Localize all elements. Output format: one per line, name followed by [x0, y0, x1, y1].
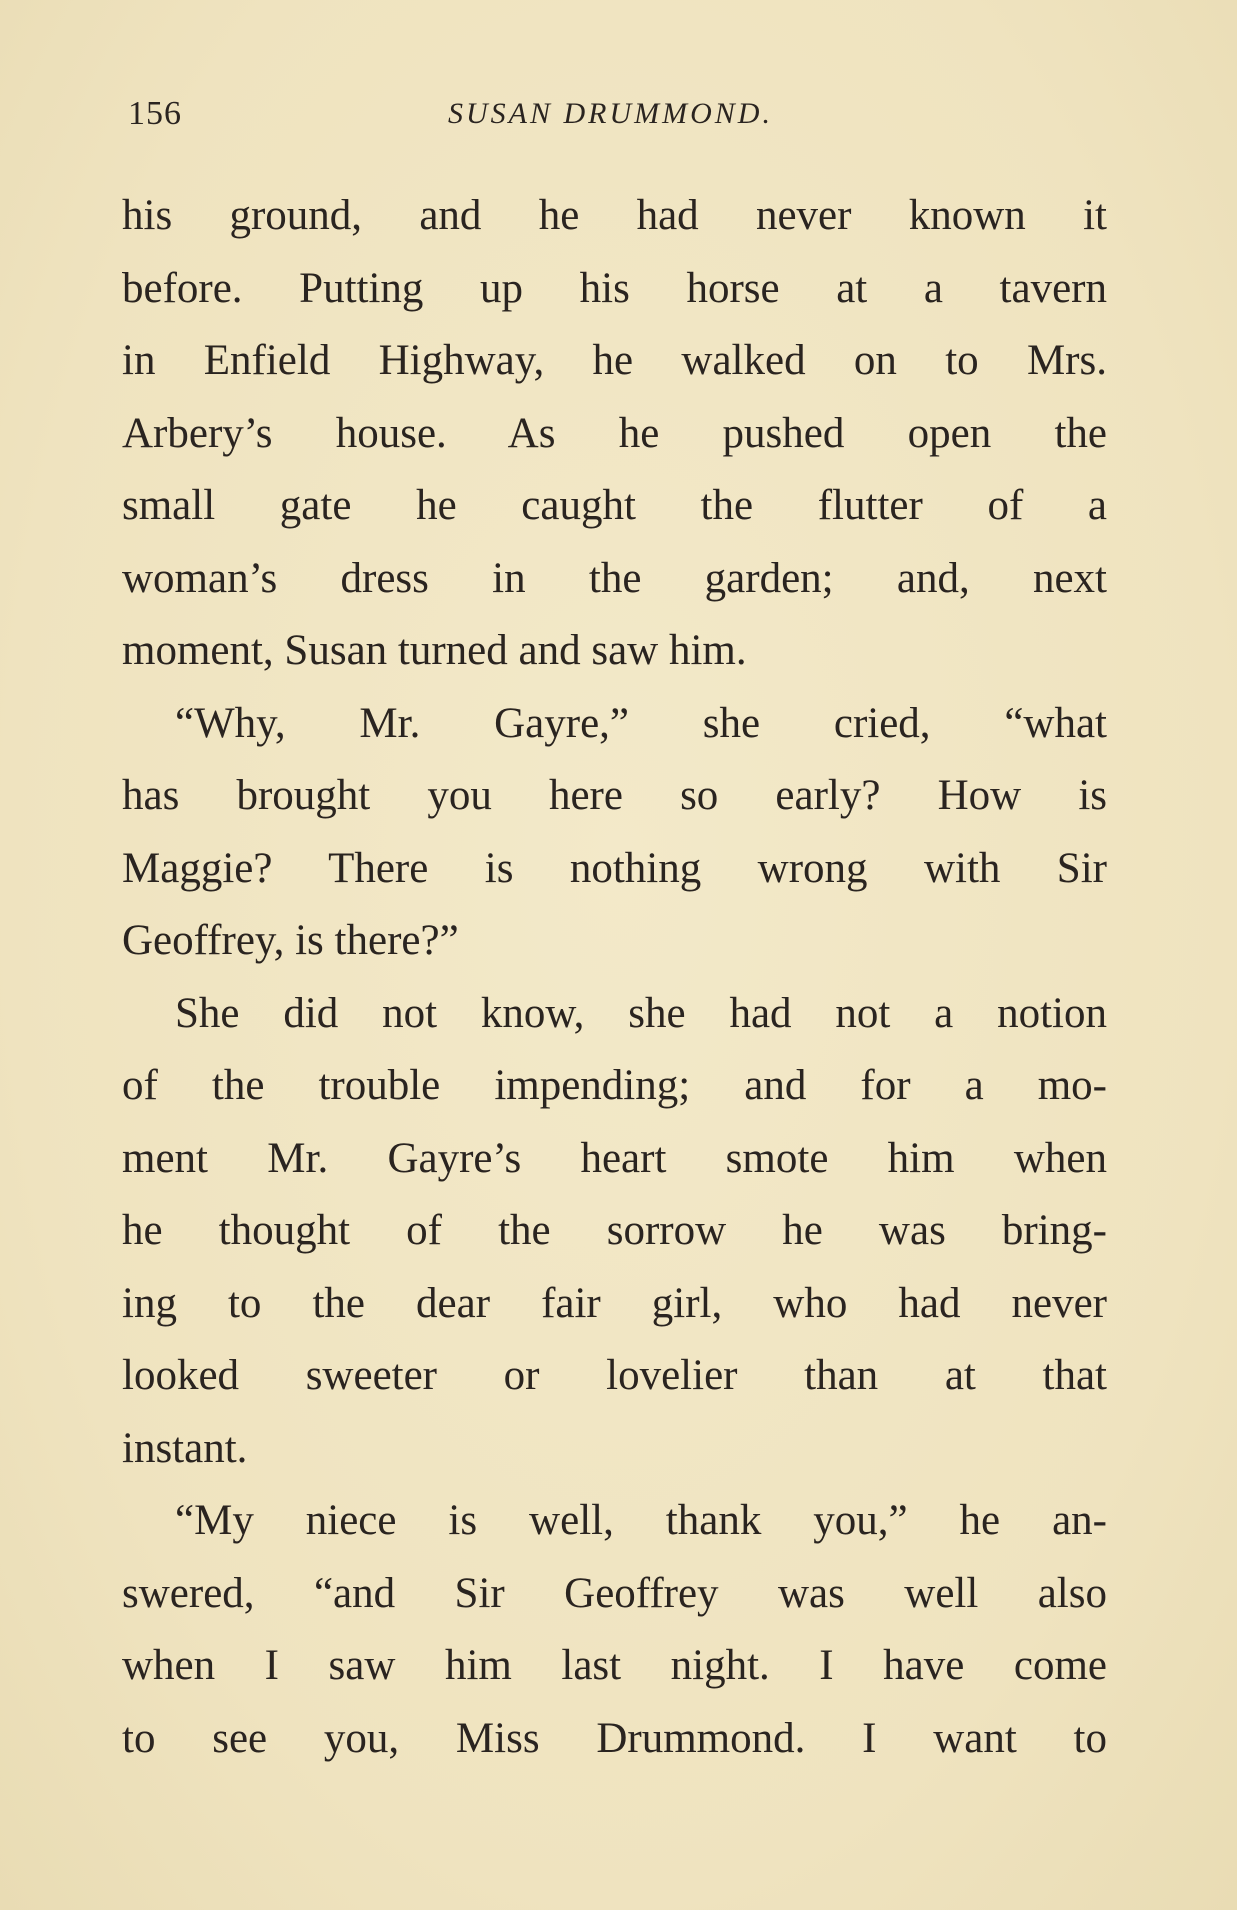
running-head: SUSAN DRUMMOND.	[448, 97, 773, 130]
text-line: he thought of the sorrow he was bring-	[122, 1207, 1107, 1254]
text-line: Geoffrey, is there?”	[122, 917, 459, 964]
text-line: when I saw him last night. I have come	[122, 1642, 1107, 1689]
text-line: small gate he caught the flutter of a	[122, 482, 1107, 529]
text-line: before. Putting up his horse at a tavern	[122, 264, 1107, 312]
text-line: She did not know, she had not a notion	[175, 989, 1107, 1037]
text-line: Arbery’s house. As he pushed open the	[122, 409, 1107, 457]
text-line: in Enfield Highway, he walked on to Mrs.	[122, 337, 1107, 384]
page-header	[0, 95, 1237, 145]
text-line: instant.	[122, 1424, 248, 1472]
text-line: moment, Susan turned and saw him.	[122, 627, 747, 674]
text-line: of the trouble impending; and for a mo-	[122, 1062, 1107, 1109]
page-number: 156	[128, 95, 182, 132]
text-line: Maggie? There is nothing wrong with Sir	[122, 844, 1107, 892]
text-line: “My niece is well, thank you,” he an-	[175, 1497, 1107, 1544]
text-line: his ground, and he had never known it	[122, 192, 1107, 239]
text-line: has brought you here so early? How is	[122, 772, 1107, 819]
text-line: “Why, Mr. Gayre,” she cried, “what	[175, 699, 1107, 747]
text-line: swered, “and Sir Geoffrey was well also	[122, 1569, 1107, 1617]
text-line: ment Mr. Gayre’s heart smote him when	[122, 1134, 1107, 1182]
text-line: looked sweeter or lovelier than at that	[122, 1352, 1107, 1399]
text-line: to see you, Miss Drummond. I want to	[122, 1714, 1107, 1762]
text-line: ing to the dear fair girl, who had never	[122, 1279, 1107, 1327]
text-line: woman’s dress in the garden; and, next	[122, 554, 1107, 602]
body-text	[122, 180, 1107, 1775]
